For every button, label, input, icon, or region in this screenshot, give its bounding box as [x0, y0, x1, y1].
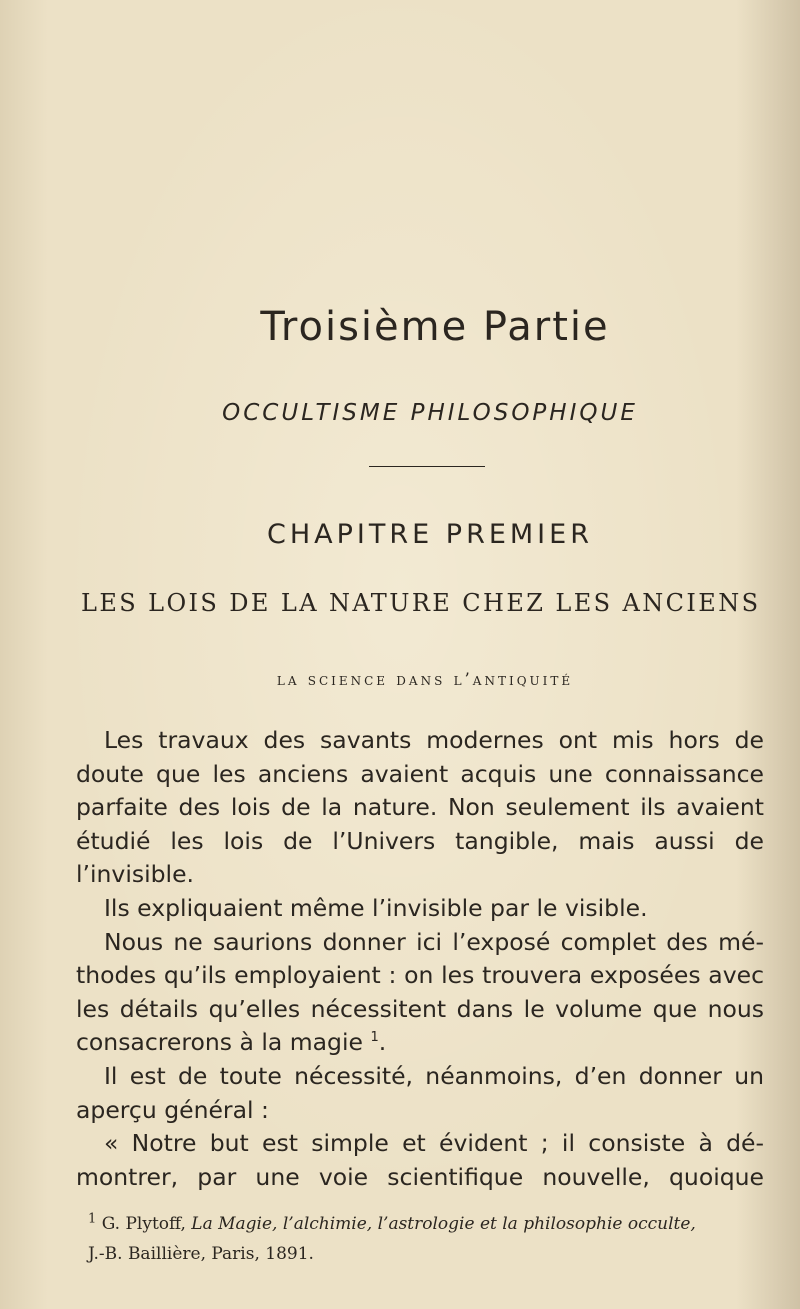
text-line-end: .	[378, 1028, 387, 1057]
text-line: Les travaux des savants modernes ont mis hors de	[104, 726, 764, 754]
text-line: doute que les anciens avaient acquis une connaissance	[76, 759, 764, 788]
body-text	[76, 724, 764, 1194]
text-line: aperçu général :	[76, 1095, 269, 1124]
divider-rule	[369, 466, 485, 467]
footnote-author: G. Plytoff,	[101, 1214, 186, 1234]
footnote	[88, 1209, 758, 1269]
text-line: les détails qu’elles nécessitent dans le volume que nous	[76, 994, 764, 1023]
text-line: « Notre but est simple et évident ; il consiste à dé-	[104, 1129, 764, 1158]
footnote-line-1	[88, 1209, 758, 1239]
footnote-marker: 1	[88, 1211, 97, 1227]
text-line: Nous ne saurions donner ici l’exposé complet des mé-	[104, 927, 764, 956]
footnote-line-2: J.-B. Baillière, Paris, 1891.	[88, 1244, 314, 1264]
text-line: parfaite des lois de la nature. Non seulement ils avaient	[76, 793, 764, 822]
text-line: l’invisible.	[76, 860, 195, 889]
footnote-title: La Magie, l’alchimie, l’astrologie et la philosophie occulte,	[191, 1214, 696, 1234]
text-line: montrer, par une voie scientifique nouvelle, quoique	[76, 1162, 764, 1191]
part-title: Troisième Partie	[260, 304, 610, 350]
text-line-with-footnote	[76, 1026, 764, 1060]
part-subtitle: OCCULTISME PHILOSOPHIQUE	[222, 400, 638, 426]
text-line: consacrerons à la magie	[76, 1028, 363, 1057]
text-line: thodes qu’ils employaient : on les trouvera exposées avec	[76, 961, 764, 990]
text-line: Ils expliquaient même l’invisible par le visible.	[104, 893, 648, 922]
footnote-reference: 1	[370, 1030, 379, 1046]
text-line: Il est de toute nécessité, néanmoins, d’en donner un	[104, 1061, 764, 1090]
chapter-subtitle: LES LOIS DE LA NATURE CHEZ LES ANCIENS	[81, 589, 761, 617]
text-line: étudié les lois de l’Univers tangible, mais aussi de	[76, 826, 764, 855]
chapter-title: CHAPITRE PREMIER	[267, 519, 593, 550]
section-title: la science dans l’antiquité	[276, 670, 574, 689]
